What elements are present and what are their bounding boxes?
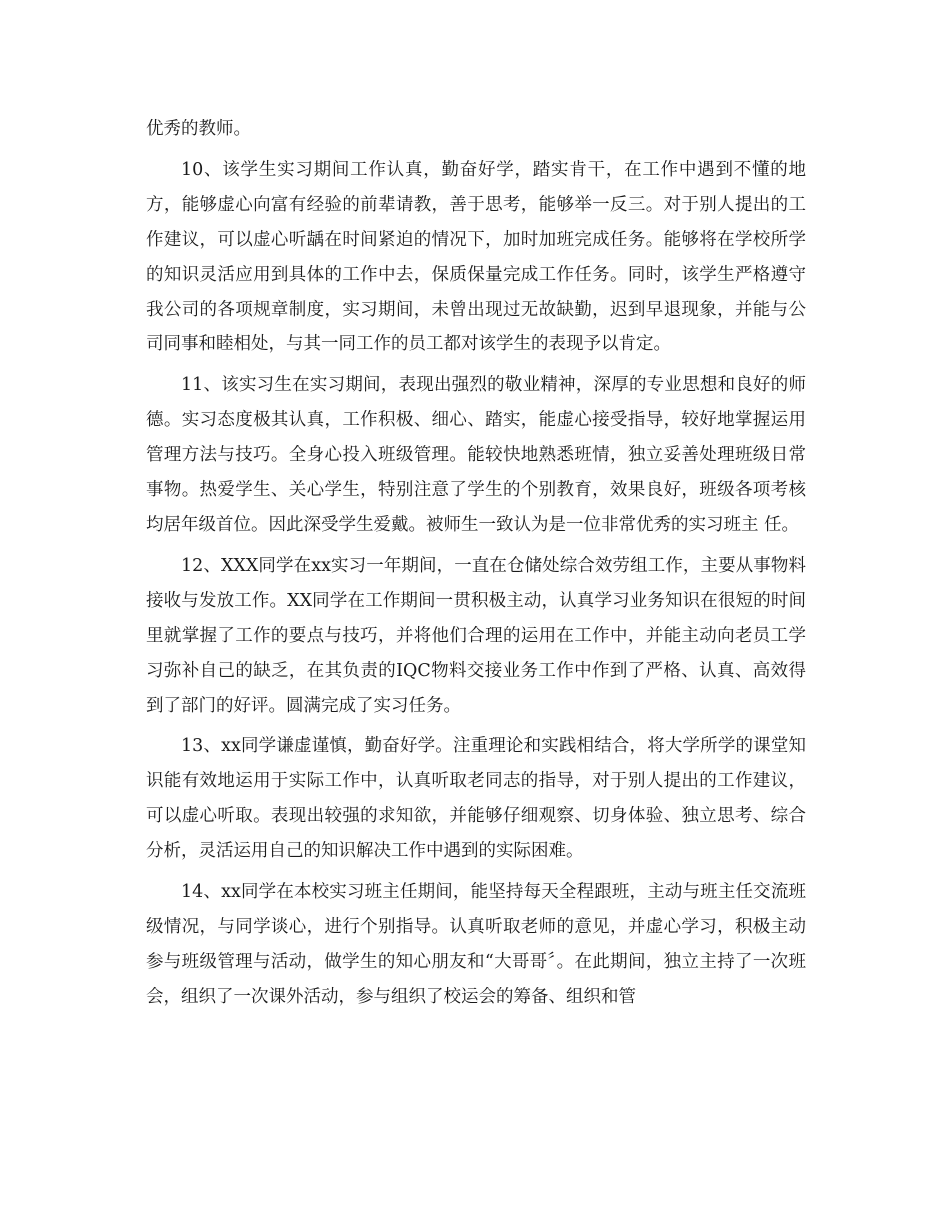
paragraph-item-12: 12、XXX同学在xx实习一年期间，一直在仓储处综合效劳组工作，主要从事物料接收与发放工作。XX同学在工作期间一贯积极主动，认真学习业务知识在很短的时间里就掌握了工作的要点与技巧，并将他们合理的运用在工作中，并能主动向老员工学习弥补自己的缺乏，在其负责的IQC物料交接业务工作中作到了严格、认真、高效得到了部门的好评。圆满完成了实习任务。 bbox=[146, 555, 806, 716]
paragraph-item-13: 13、xx同学谦虚谨慎，勤奋好学。注重理论和实践相结合，将大学所学的课堂知识能有效地运用于实际工作中，认真听取老同志的指导，对于别人提出的工作建议，可以虚心听取。表现出较强的求知欲，并能够仔细观察、切身体验、独立思考、综合分析，灵活运用自己的知识解决工作中遇到的实际困难。 bbox=[146, 736, 806, 862]
document-body bbox=[146, 112, 806, 1021]
paragraph-item-11: 11、该实习生在实习期间，表现出强烈的敬业精神，深厚的专业思想和良好的师德。实习态度极其认真，工作积极、细心、踏实，能虚心接受指导，较好地掌握运用管理方法与技巧。全身心投入班级管理。能较快地熟悉班情，独立妥善处理班级日常事物。热爱学生、关心学生，特别注意了学生的个别教育，效果良好，班级各项考核均居年级首位。因此深受学生爱戴。被师生一致认为是一位非常优秀的实习班主 任。 bbox=[146, 375, 806, 535]
paragraph-continuation: 优秀的教师。 bbox=[146, 119, 251, 139]
paragraph-item-10: 10、该学生实习期间工作认真，勤奋好学，踏实肯干，在工作中遇到不懂的地方，能够虚心向富有经验的前辈请教，善于思考，能够举一反三。对于别人提出的工作建议，可以虚心听龋在时间紧迫的情况下，加时加班完成任务。能够将在学校所学的知识灵活应用到具体的工作中去，保质保量完成工作任务。同时，该学生严格遵守我公司的各项规章制度，实习期间，未曾出现过无故缺勤，迟到早退现象，并能与公司同事和睦相处，与其一同工作的员工都对该学生的表现予以肯定。 bbox=[146, 159, 806, 355]
paragraph-item-14: 14、xx同学在本校实习班主任期间，能坚持每天全程跟班，主动与班主任交流班级情况，与同学谈心，进行个别指导。认真听取老师的意见，并虚心学习，积极主动参与班级管理与活动，做学生的知心朋友和“大哥哥〞。在此期间，独立主持了一次班会，组织了一次课外活动，参与组织了校运会的筹备、组织和管 bbox=[146, 882, 806, 1007]
